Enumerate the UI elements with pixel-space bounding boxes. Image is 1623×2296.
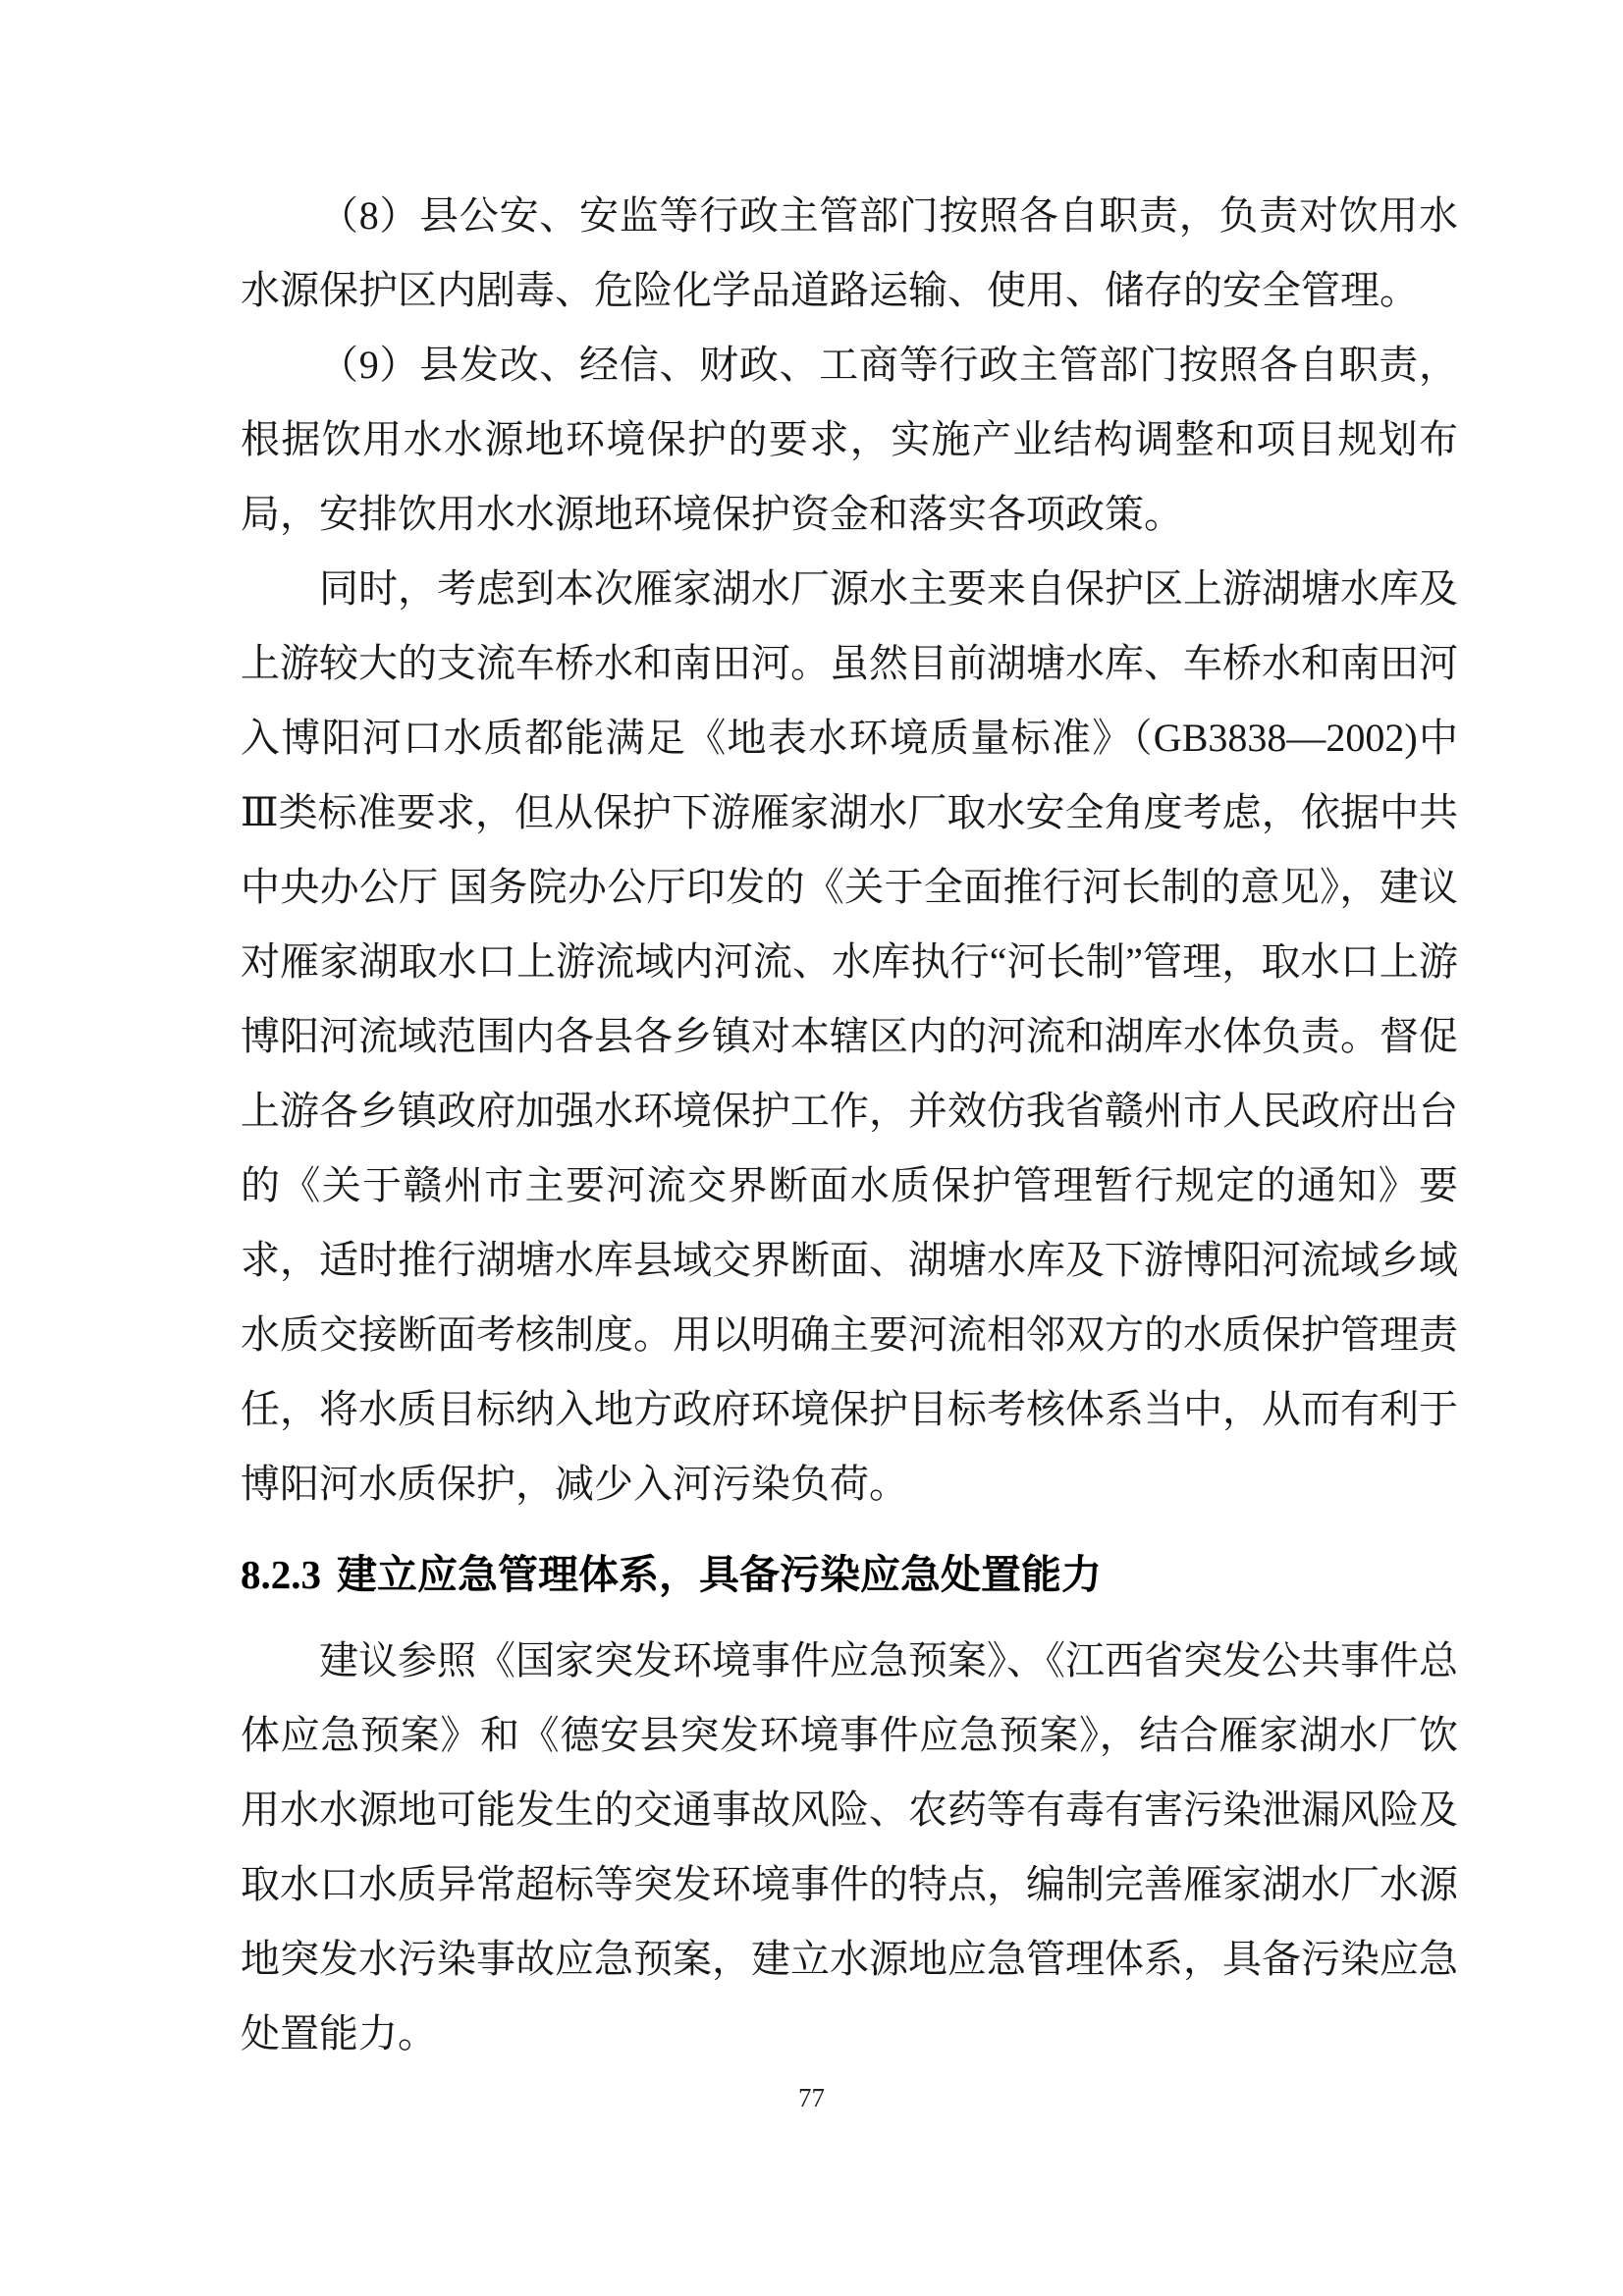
section-heading-8-2-3	[241, 1537, 1458, 1612]
paragraph-emergency-plan: 建议参照《国家突发环境事件应急预案》、《江西省突发公共事件总体应急预案》和《德安县突发环境事件应急预案》，结合雁家湖水厂饮用水水源地可能发生的交通事故风险、农药等有毒有害污染泄漏风险及取水口水质异常超标等突发环境事件的特点，编制完善雁家湖水厂水源地突发水污染事故应急预案，建立水源地应急管理体系，具备污染应急处置能力。	[241, 1638, 1458, 2056]
page-footer	[0, 2083, 1623, 2113]
section-heading-number: 8.2.3	[241, 1552, 321, 1597]
paragraph-river-chief-system: 同时，考虑到本次雁家湖水厂源水主要来自保护区上游湖塘水库及上游较大的支流车桥水和南田河。虽然目前湖塘水库、车桥水和南田河入博阳河口水质都能满足《地表水环境质量标准》（GB3838—2002)中Ⅲ类标准要求，但从保护下游雁家湖水厂取水安全角度考虑，依据中共中央办公厅 国务院办公厅印发的《关于全面推行河长制的意见》，建议对雁家湖取水口上游流域内河流、水库执行“河长制”管理，取水口上游博阳河流域范围内各县各乡镇对本辖区内的河流和湖库水体负责。督促上游各乡镇政府加强水环境保护工作，并效仿我省赣州市人民政府出台的《关于赣州市主要河流交界断面水质保护管理暂行规定的通知》要求，适时推行湖塘水库县域交界断面、湖塘水库及下游博阳河流域乡域水质交接断面考核制度。用以明确主要河流相邻双方的水质保护管理责任，将水质目标纳入地方政府环境保护目标考核体系当中，从而有利于博阳河水质保护，减少入河污染负荷。	[241, 566, 1458, 1506]
paragraph-item-9: （9）县发改、经信、财政、工商等行政主管部门按照各自职责，根据饮用水水源地环境保护的要求，实施产业结构调整和项目规划布局，安排饮用水水源地环境保护资金和落实各项政策。	[241, 343, 1458, 536]
section-heading-title: 建立应急管理体系，具备污染应急处置能力	[337, 1552, 1102, 1597]
page-body	[241, 179, 1458, 2071]
paragraph-item-8: （8）县公安、安监等行政主管部门按照各自职责，负责对饮用水水源保护区内剧毒、危险化学品道路运输、使用、储存的安全管理。	[241, 193, 1458, 312]
page-number: 77	[798, 2083, 825, 2112]
